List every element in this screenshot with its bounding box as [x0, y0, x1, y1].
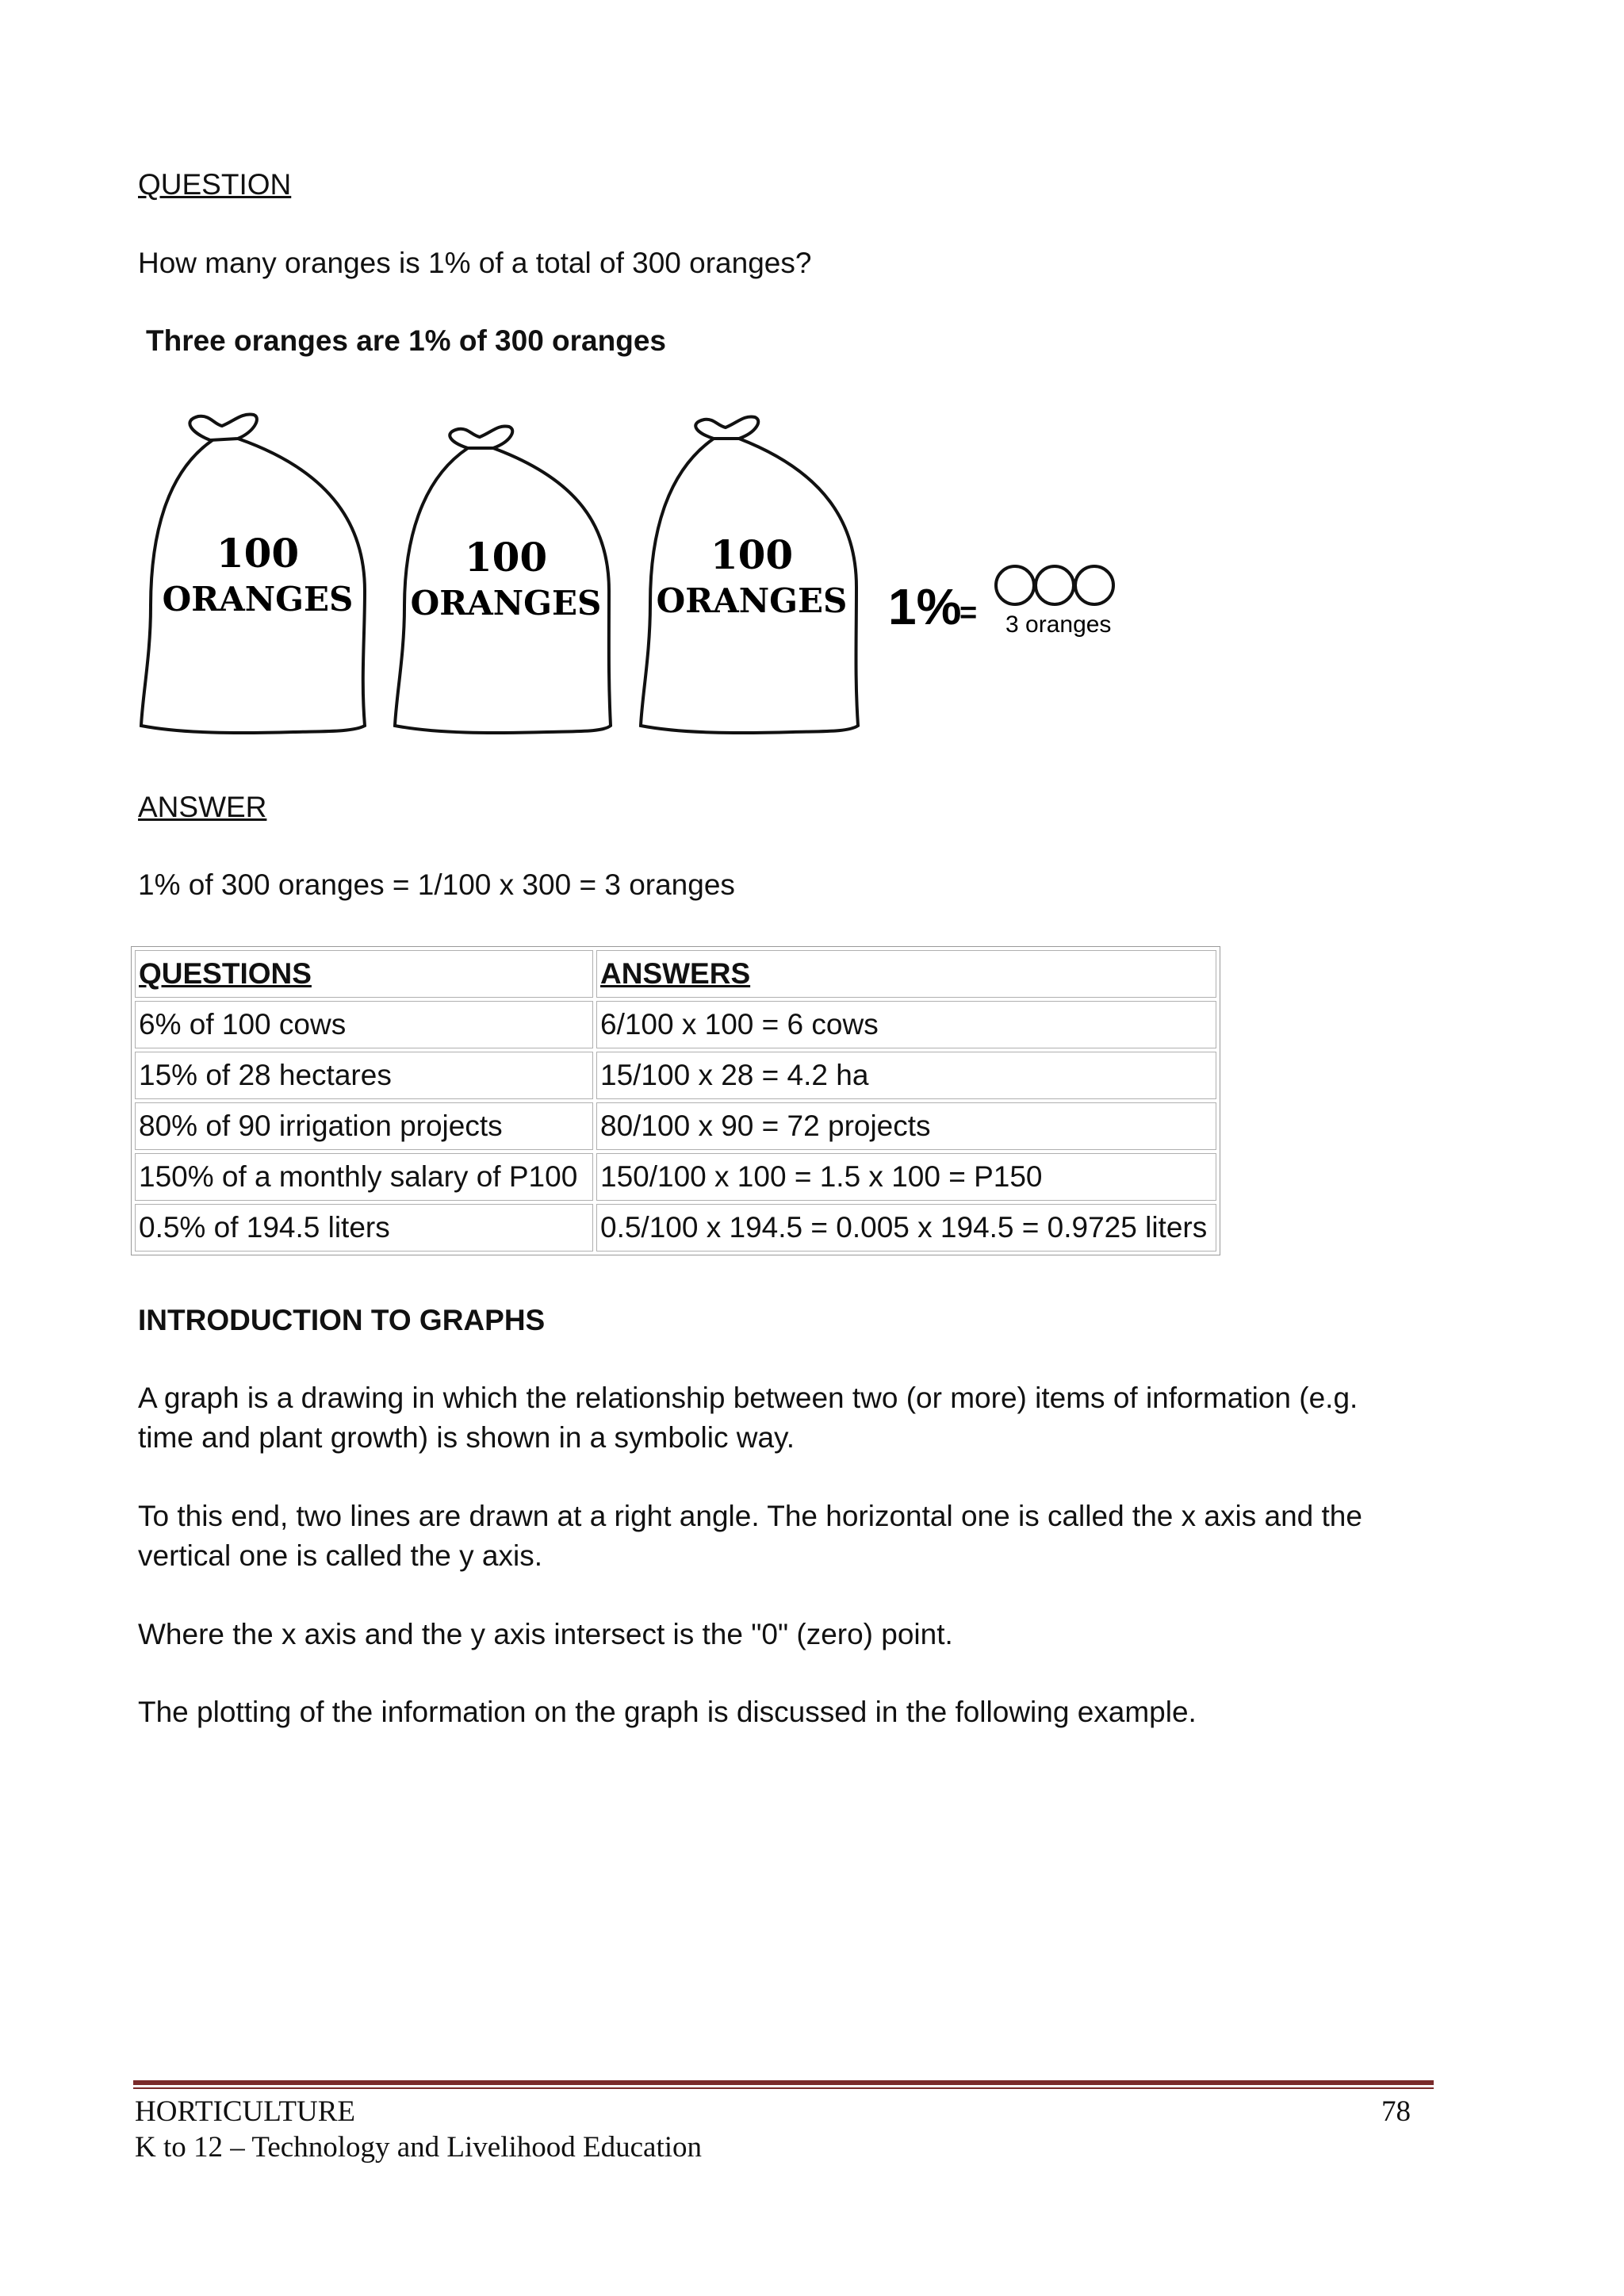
- answer-text: 1% of 300 oranges = 1/100 x 300 = 3 oranges: [138, 868, 735, 901]
- oranges-caption: 3 oranges: [1005, 611, 1112, 638]
- footer-title: HORTICULTURE: [135, 2095, 356, 2128]
- table-cell-question: 150% of a monthly salary of P100: [135, 1153, 593, 1201]
- bag-2-word: ORANGES: [410, 584, 602, 623]
- table-row: [135, 1052, 1216, 1099]
- page-number: 78: [1381, 2095, 1411, 2128]
- intro-heading: INTRODUCTION TO GRAPHS: [138, 1304, 546, 1336]
- table-header-answers: ANSWERS: [596, 950, 1216, 998]
- footer-subtitle: K to 12 – Technology and Livelihood Education: [135, 2131, 703, 2164]
- bag-1-number: 100: [216, 530, 300, 577]
- table-cell-question: 0.5% of 194.5 liters: [135, 1204, 593, 1251]
- table-cell-answer: 6/100 x 100 = 6 cows: [596, 1001, 1216, 1048]
- table-header-row: [135, 950, 1216, 998]
- equals-sign: =: [959, 596, 978, 630]
- table-cell-answer: 150/100 x 100 = 1.5 x 100 = P150: [596, 1153, 1216, 1201]
- table-cell-answer: 0.5/100 x 194.5 = 0.005 x 194.5 = 0.9725 liters: [596, 1204, 1216, 1251]
- oranges-bags-illustration: [135, 401, 1166, 749]
- table-header-questions: QUESTIONS: [135, 950, 593, 998]
- table-row: [135, 1001, 1216, 1048]
- paragraph-1-line-2: time and plant growth) is shown in a symbolic way.: [138, 1421, 795, 1454]
- table-cell-question: 80% of 90 irrigation projects: [135, 1102, 593, 1150]
- table-row: [135, 1102, 1216, 1150]
- table-cell-answer: 15/100 x 28 = 4.2 ha: [596, 1052, 1216, 1099]
- table-row: [135, 1153, 1216, 1201]
- percent-qa-table: [131, 946, 1220, 1255]
- orange-circle-1: [996, 566, 1034, 604]
- orange-circle-3: [1075, 566, 1113, 604]
- bag-3-number: 100: [710, 531, 794, 578]
- table-row: [135, 1204, 1216, 1251]
- bag-3: [641, 416, 858, 733]
- answer-heading: ANSWER: [138, 791, 267, 823]
- bag-1: [141, 414, 365, 733]
- paragraph-3: Where the x axis and the y axis intersect is the "0" (zero) point.: [138, 1618, 953, 1650]
- paragraph-1-line-1: A graph is a drawing in which the relationship between two (or more) items of information (e.g.: [138, 1382, 1358, 1414]
- bag-2-number: 100: [464, 534, 548, 581]
- question-text: How many oranges is 1% of a total of 300 oranges?: [138, 247, 812, 279]
- table-cell-question: 6% of 100 cows: [135, 1001, 593, 1048]
- table-cell-question: 15% of 28 hectares: [135, 1052, 593, 1099]
- paragraph-4: The plotting of the information on the graph is discussed in the following example.: [138, 1696, 1197, 1728]
- question-heading: QUESTION: [138, 168, 292, 201]
- percent-label: 1%: [888, 578, 962, 635]
- footer-rule: [133, 2080, 1434, 2085]
- footer-rule-thin: [133, 2087, 1434, 2089]
- bag-2: [395, 426, 611, 733]
- paragraph-2-line-2: vertical one is called the y axis.: [138, 1539, 543, 1572]
- paragraph-2-line-1: To this end, two lines are drawn at a right angle. The horizontal one is called the x axis and the: [138, 1500, 1362, 1532]
- bold-statement: Three oranges are 1% of 300 oranges: [146, 324, 666, 357]
- bag-3-word: ORANGES: [656, 581, 848, 620]
- orange-circle-2: [1036, 566, 1074, 604]
- bag-1-word: ORANGES: [162, 580, 354, 619]
- table-cell-answer: 80/100 x 90 = 72 projects: [596, 1102, 1216, 1150]
